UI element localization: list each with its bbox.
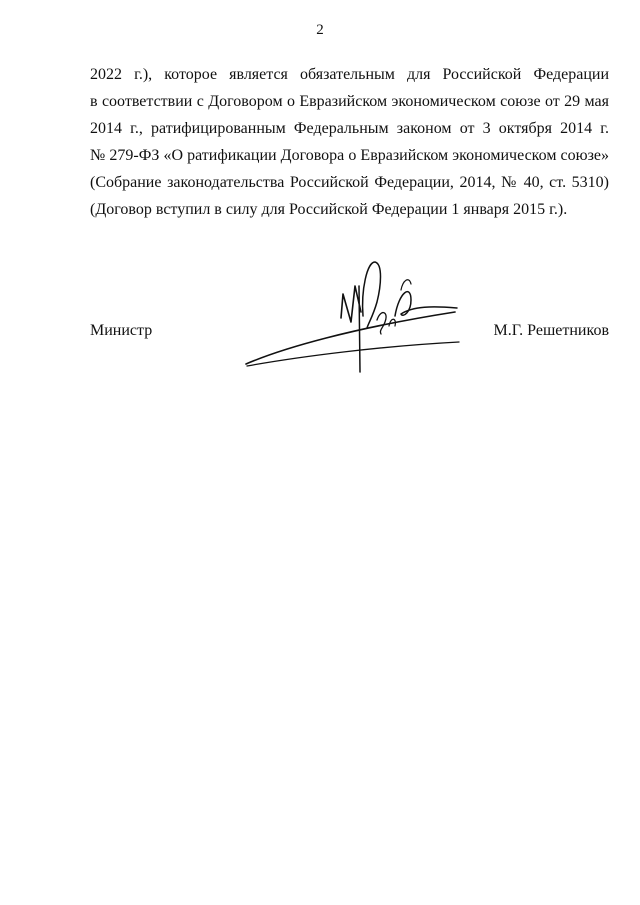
text-line: в соответствии с Договором о Евразийском экономическом союзе от 29 мая <box>90 93 609 110</box>
text-line: 2022 г.), которое является обязательным для Российской Федерации <box>90 66 609 83</box>
text-line: 2014 г., ратифицированным Федеральным законом от 3 октября 2014 г. <box>90 120 609 137</box>
signature-icon <box>243 256 465 374</box>
page-number: 2 <box>316 22 324 38</box>
text-line: № 279-ФЗ «О ратификации Договора о Евразийском экономическом союзе» <box>90 147 609 164</box>
body-paragraph <box>90 61 609 223</box>
text-line: (Собрание законодательства Российской Федерации, 2014, № 40, ст. 5310) <box>90 174 609 191</box>
text-line: (Договор вступил в силу для Российской Федерации 1 января 2015 г.). <box>90 201 568 218</box>
signatory-name: М.Г. Решетников <box>493 322 609 339</box>
signatory-title: Министр <box>90 322 153 339</box>
